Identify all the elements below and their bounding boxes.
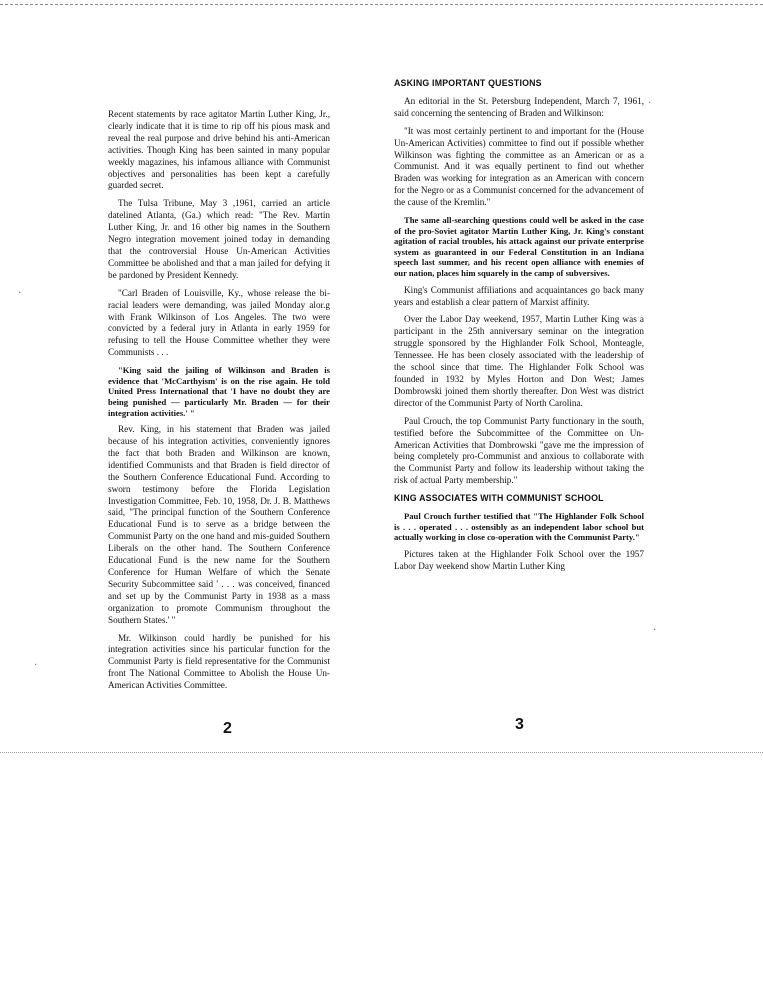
right-paragraph-6: Pictures taken at the Highlander Folk School over the 1957 Labor Day weekend show Martin Luther King [394,548,644,571]
right-column [394,78,644,579]
left-column [108,109,330,698]
right-paragraph-5: Paul Crouch, the top Communist Party functionary in the south, testified before the Subcommittee of the Committee on Un-American Activities that Dombrowski "gave me the impression of being completely pro-Communist and anxious to collaborate with the Communist Party and follow its leadership without taking the risk of actual Party membership." [394,415,644,486]
page-number-right: 3 [515,716,524,733]
right-paragraph-1: An editorial in the St. Petersburg Independent, March 7, 1961, said concerning the sentencing of Braden and Wilkinson: [394,95,644,118]
right-paragraph-4: Over the Labor Day weekend, 1957, Martin Luther King was a participant in the 25th anniversary seminar on the integration struggle sponsored by the Highlander Folk School, Monteagle, Tennessee. He has been closely associated with the leadership of the school since that time. The Highlander Folk School was founded in 1932 by Myles Horton and Don West; James Dombrowski joined them shortly thereafter. Don West was district director of the Communist Party of North Carolina. [394,314,644,408]
left-paragraph-6: Mr. Wilkinson could hardly be punished for his integration activities since his particular function for the Communist Party is field representative for the Communist front The National Committee to Abolish the House Un-American Activities Committee. [108,632,330,691]
left-paragraph-2: The Tulsa Tribune, May 3 ,1961, carried an article datelined Atlanta, (Ga.) which read: "The Rev. Martin Luther King, Jr. and 16 other big names in the Southern Negro integration movement joined today in demanding that the controversial House Un-American Activities Committee be abolished and that a man jailed for defying it be pardoned by President Kennedy. [108,198,330,280]
right-paragraph-2: "It was most certainly pertinent to and important for the (House Un-American Activities) committee to find out if possible whether Wilkinson was fighting the committee as an American or as a Communist. And it was equally pertinent to find out whether Braden was working for integration as an American with concern for the Negro or as a Communist concerned for the advancement of the cause of the Kremlin." [394,125,644,208]
scan-speck: · [34,660,38,671]
right-quote-1: The same all-searching questions could well be asked in the case of the pro-Soviet agitator Martin Luther King, Jr. King's constant agitation of racial troubles, his attack against our private enterprise system as guaranteed in our Federal Constitution in an Indiana speech last summer, and his recent open alliance with enemies of our nation, places him squarely in the camp of subversives. [394,215,644,279]
page-number-left: 2 [223,720,232,737]
heading-king-associates: KING ASSOCIATES WITH COMMUNIST SCHOOL [394,493,604,504]
right-paragraph-3: King's Communist affiliations and acquaintances go back many years and establish a clear pattern of Marxist affinity. [394,284,644,307]
scan-speck: · [648,98,652,109]
top-border [0,4,763,5]
right-quote-2: Paul Crouch further testified that "The Highlander Folk School is . . . operated . . . ostensibly as an independent labor school but actually working in close co-operation with the Communist Party." [394,511,644,543]
heading-asking-questions: ASKING IMPORTANT QUESTIONS [394,78,542,88]
left-paragraph-1: Recent statements by race agitator Martin Luther King, Jr., clearly indicate that it is time to rip off his pious mask and reveal the real purpose and drive behind his anti-American activities. Though King has been sainted in many popular weekly magazines, his infamous alliance with Communist objectives and personalities has been kept a carefully guarded secret. [108,109,330,191]
scan-speck: · [653,625,657,636]
left-paragraph-5: Rev. King, in his statement that Braden was jailed because of his integration activities, conveniently ignores the fact that both Braden and Wilkinson are known, identified Communists and that Braden is field director of the Southern Conference Educational Fund. According to sworn testimony before the Florida Legislation Investigation Committee, Feb. 10, 1958, Dr. J. B. Matthews said, "The principal function of the Southern Conference Educational Fund is to serve as a bridge between the Communist Party on the one hand and mis-guided Southern Liberals on the other hand. The Southern Conference Educational Fund is the new name for the Southern Conference for Human Welfare of which the Senate Security Subcommittee said ' . . . was conceived, financed and set up by the Communist Party in 1938 as a mass organization to promote Communism throughout the Southern States.' " [108,424,330,625]
scan-speck: · [18,288,22,299]
left-paragraph-3: "Carl Braden of Louisville, Ky., whose release the bi-racial leaders were demanding, was jailed Monday alor.g with Frank Wilkinson of Los Angeles. The two were convicted by a federal jury in Atlanta in early 1959 for refusing to tell the House Committee whether they were Communists . . . [108,287,330,358]
left-quote: "King said the jailing of Wilkinson and Braden is evidence that 'McCarthyism' is on the rise again. He told United Press International that 'I have no doubt they are being punished — particularly Mr. Braden — for their integration activities.' " [108,365,330,418]
footer-rule [0,752,763,753]
